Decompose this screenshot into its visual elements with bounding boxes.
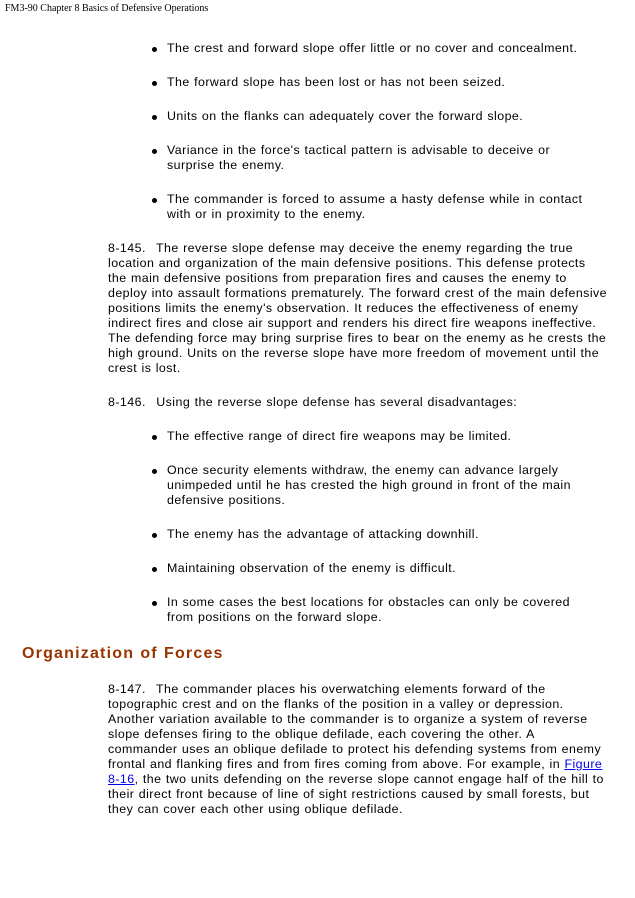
paragraph-text-end: , the two units defending on the reverse slope cannot engage half of the hill to their direct front because of line of sight restrictions caused by small forests, but they can cover each other using oblique defilade. (108, 772, 604, 816)
paragraph-text: Using the reverse slope defense has several disadvantages: (156, 395, 518, 409)
list-item: Maintaining observation of the enemy is difficult. (0, 561, 635, 576)
list-item: The effective range of direct fire weapons may be limited. (0, 429, 635, 444)
figure-8-16-link[interactable]: Figure 8-16 (108, 757, 603, 786)
paragraph-text-start: The commander places his overwatching elements forward of the topographic crest and on the flanks of the position in a valley or depression. Another variation available to the commander is to organize a system of reverse slope defenses firing to the oblique defilade, each covering the other. A commander uses an oblique defilade to protect his defending systems from enemy frontal and flanking fires and from fires coming from above. For example, in (108, 682, 602, 771)
advantages-conditions-list (0, 41, 635, 241)
section-heading: Organization of Forces (22, 645, 224, 662)
page-header: FM3-90 Chapter 8 Basics of Defensive Operations (5, 3, 209, 14)
paragraph-8-145 (108, 241, 608, 376)
list-item: The enemy has the advantage of attacking downhill. (0, 527, 635, 542)
list-item: The crest and forward slope offer little or no cover and concealment. (0, 41, 635, 56)
disadvantages-list (0, 429, 635, 644)
list-item: The forward slope has been lost or has not been seized. (0, 75, 635, 90)
paragraph-number: 8-145. (108, 241, 146, 255)
paragraph-text: The reverse slope defense may deceive the enemy regarding the true location and organization of the main defensive positions. This defense protects the main defensive positions from preparation fires and causes the enemy to deploy into assault formations prematurely. The forward crest of the main defensive positions limits the enemy's observation. It reduces the effectiveness of enemy indirect fires and close air support and renders his direct fire weapons ineffective. The defending force may bring surprise fires to bear on the enemy as he crests the high ground. Units on the reverse slope have more freedom of movement until the crest is lost. (108, 241, 608, 375)
paragraph-number: 8-147. (108, 682, 146, 696)
list-item: In some cases the best locations for obstacles can only be covered from positions on the forward slope. (0, 595, 635, 625)
paragraph-8-146 (108, 395, 608, 410)
list-item: Variance in the force's tactical pattern is advisable to deceive or surprise the enemy. (0, 143, 635, 173)
list-item: The commander is forced to assume a hasty defense while in contact with or in proximity to the enemy. (0, 192, 635, 222)
paragraph-number: 8-146. (108, 395, 146, 409)
list-item: Once security elements withdraw, the enemy can advance largely unimpeded until he has crested the high ground in front of the main defensive positions. (0, 463, 635, 508)
paragraph-8-147 (108, 682, 608, 817)
list-item: Units on the flanks can adequately cover the forward slope. (0, 109, 635, 124)
